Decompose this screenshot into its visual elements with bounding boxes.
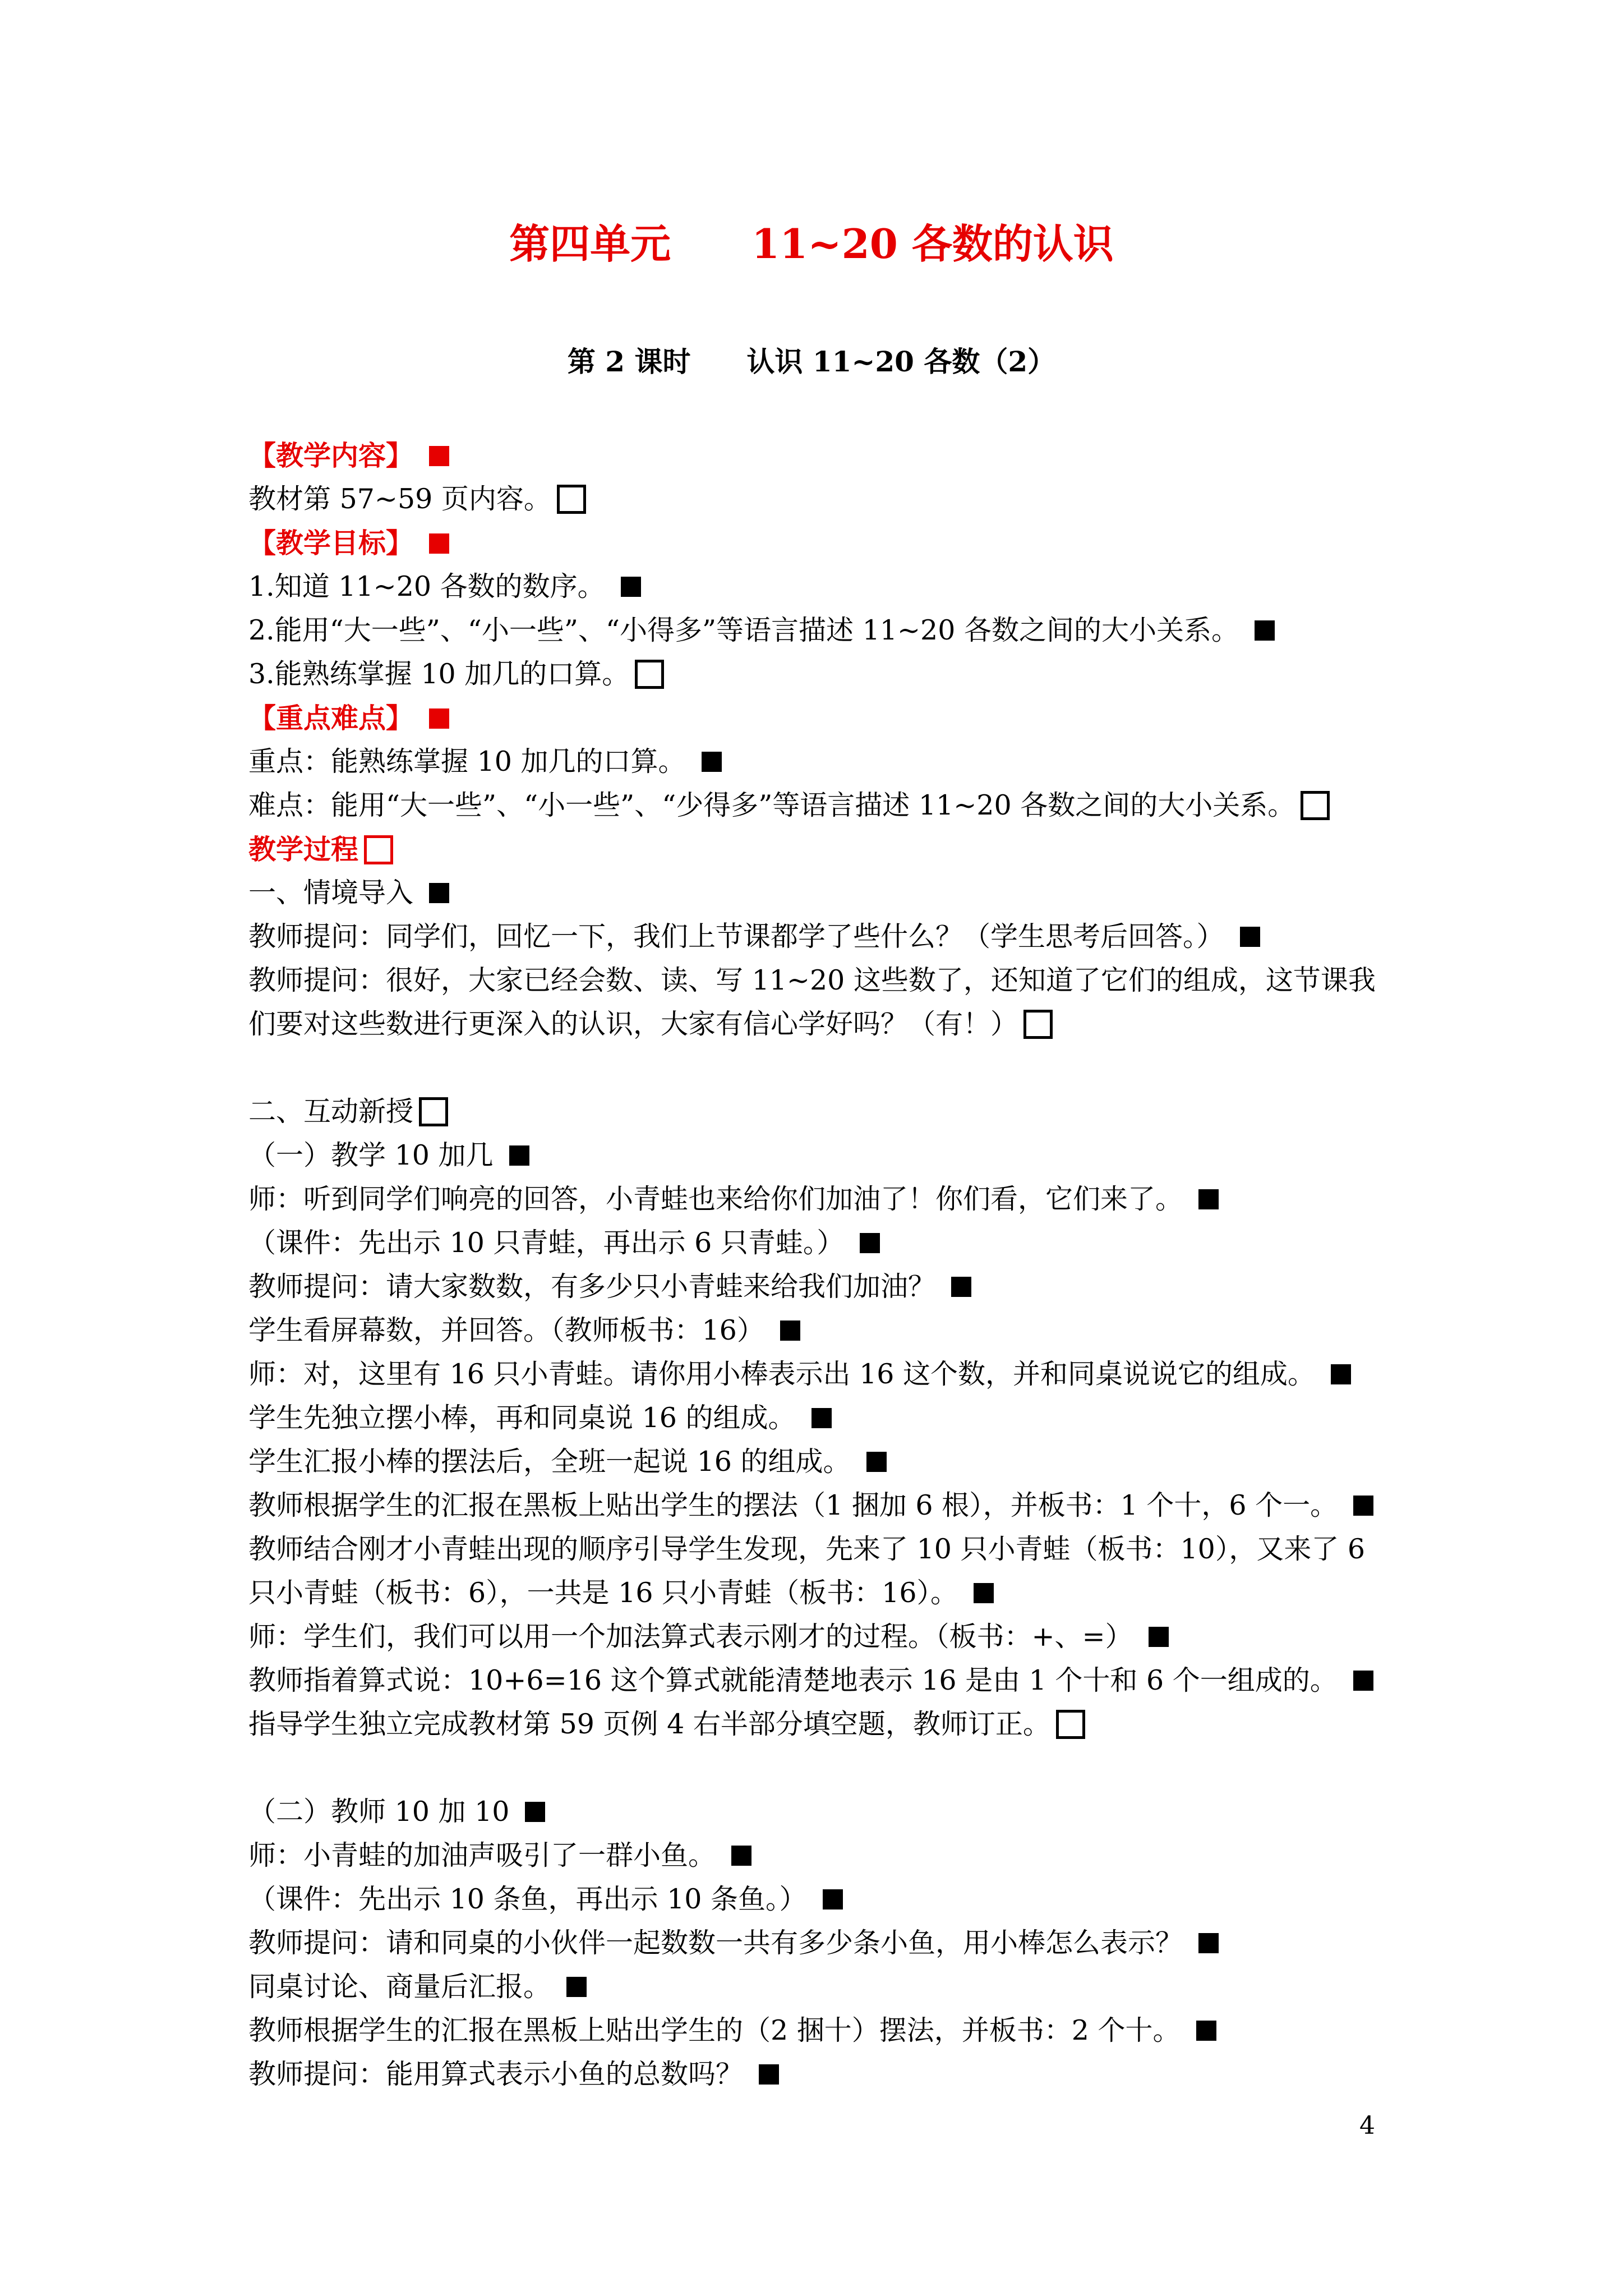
- text-line: 教学过程: [248, 830, 393, 868]
- filled-square-mark: [1198, 1933, 1219, 1953]
- text-line: 教师根据学生的汇报在黑板上贴出学生的摆法（1 捆加 6 根），并板书：1 个十，6 个一。: [248, 1487, 1373, 1525]
- text-line: 学生汇报小棒的摆法后，全班一起说 16 的组成。: [248, 1443, 887, 1481]
- text-line: 师：对，这里有 16 只小青蛙。请你用小棒表示出 16 这个数，并和同桌说说它的组成。: [248, 1355, 1351, 1393]
- text-line: 师：学生们，我们可以用一个加法算式表示刚才的过程。（板书：+、=）: [248, 1618, 1169, 1656]
- text-line: 重点：能熟练掌握 10 加几的口算。: [248, 743, 722, 781]
- filled-square-mark: [780, 1320, 800, 1341]
- text-line: 只小青蛙（板书：6），一共是 16 只小青蛙（板书：16）。: [248, 1574, 994, 1612]
- filled-square-mark: [759, 2064, 779, 2085]
- text-line: 【重点难点】: [248, 699, 449, 737]
- empty-box-mark: [1301, 791, 1330, 820]
- filled-square-mark: [860, 1233, 880, 1253]
- filled-square-mark: [1240, 927, 1260, 947]
- text-line: 3.能熟练掌握 10 加几的口算。: [248, 655, 664, 693]
- filled-square-mark: [1331, 1364, 1351, 1384]
- red-square-mark: [429, 446, 449, 466]
- empty-box-mark: [635, 660, 664, 689]
- text-line: 教师提问：能用算式表示小鱼的总数吗？: [248, 2055, 779, 2093]
- text-line: 教师根据学生的汇报在黑板上贴出学生的（2 捆十）摆法，并板书：2 个十。: [248, 2012, 1216, 2050]
- red-square-mark: [429, 708, 449, 729]
- text-line: 指导学生独立完成教材第 59 页例 4 右半部分填空题，教师订正。: [248, 1705, 1085, 1743]
- empty-box-mark: [557, 485, 586, 514]
- text-line: 教师提问：请和同桌的小伙伴一起数数一共有多少条小鱼，用小棒怎么表示？: [248, 1924, 1219, 1962]
- unit-title: 第四单元 11~20 各数的认识: [509, 220, 1114, 268]
- filled-square-mark: [429, 883, 449, 903]
- text-line: 教师指着算式说：10+6=16 这个算式就能清楚地表示 16 是由 1 个十和 6 个一组成的。: [248, 1662, 1373, 1700]
- text-line: 教师提问：同学们，回忆一下，我们上节课都学了些什么？（学生思考后回答。）: [248, 918, 1260, 956]
- text-line: 【教学内容】: [248, 436, 449, 475]
- filled-square-mark: [1353, 1671, 1373, 1691]
- filled-square-mark: [702, 752, 722, 772]
- filled-square-mark: [1255, 620, 1275, 641]
- text-line: 二、互动新授: [248, 1093, 448, 1131]
- filled-square-mark: [525, 1802, 545, 1822]
- text-line: （一）教学 10 加几: [248, 1137, 529, 1175]
- filled-square-mark: [811, 1408, 832, 1428]
- text-line: 教师提问：请大家数数，有多少只小青蛙来给我们加油？: [248, 1268, 971, 1306]
- filled-square-mark: [951, 1277, 971, 1297]
- filled-square-mark: [731, 1846, 751, 1866]
- text-line: 教师结合刚才小青蛙出现的顺序引导学生发现，先来了 10 只小青蛙（板书：10），又来了 6: [248, 1533, 1366, 1565]
- filled-square-mark: [866, 1452, 887, 1472]
- text-line: 难点：能用“大一些”、“小一些”、“少得多”等语言描述 11~20 各数之间的大小关系。: [248, 786, 1330, 825]
- filled-square-mark: [621, 577, 641, 597]
- page-number: 4: [1359, 2111, 1375, 2140]
- red-square-mark: [429, 533, 449, 554]
- filled-square-mark: [823, 1889, 843, 1910]
- text-line: 师：听到同学们响亮的回答，小青蛙也来给你们加油了！你们看，它们来了。: [248, 1180, 1219, 1218]
- text-line: 1.知道 11~20 各数的数序。: [248, 568, 641, 606]
- text-line: （课件：先出示 10 条鱼，再出示 10 条鱼。）: [248, 1880, 843, 1918]
- text-line: 学生看屏幕数，并回答。（教师板书：16）: [248, 1312, 800, 1350]
- empty-box-mark: [419, 1097, 448, 1126]
- text-line: 学生先独立摆小棒，再和同桌说 16 的组成。: [248, 1399, 832, 1437]
- text-line: 2.能用“大一些”、“小一些”、“小得多”等语言描述 11~20 各数之间的大小关系。: [248, 611, 1275, 650]
- text-line: 一、情境导入: [248, 874, 449, 912]
- text-line: （课件：先出示 10 只青蛙，再出示 6 只青蛙。）: [248, 1224, 880, 1262]
- filled-square-mark: [566, 1977, 587, 1997]
- text-line: 教材第 57~59 页内容。: [248, 480, 586, 518]
- red-box-mark: [364, 835, 393, 864]
- text-line: 们要对这些数进行更深入的认识，大家有信心学好吗？（有！）: [248, 1005, 1053, 1043]
- filled-square-mark: [509, 1145, 529, 1166]
- filled-square-mark: [974, 1583, 994, 1603]
- text-line: 教师提问：很好，大家已经会数、读、写 11~20 这些数了，还知道了它们的组成，这节课我: [248, 964, 1376, 996]
- empty-box-mark: [1056, 1710, 1085, 1739]
- filled-square-mark: [1196, 2021, 1216, 2041]
- filled-square-mark: [1198, 1189, 1219, 1209]
- filled-square-mark: [1353, 1496, 1373, 1516]
- lesson-subtitle: 第 2 课时 认识 11~20 各数（2）: [567, 345, 1056, 378]
- text-line: 师：小青蛙的加油声吸引了一群小鱼。: [248, 1837, 751, 1875]
- text-line: （二）教师 10 加 10: [248, 1793, 545, 1831]
- text-line: 同桌讨论、商量后汇报。: [248, 1968, 587, 2006]
- empty-box-mark: [1023, 1010, 1053, 1039]
- filled-square-mark: [1149, 1627, 1169, 1647]
- text-line: 【教学目标】: [248, 524, 449, 562]
